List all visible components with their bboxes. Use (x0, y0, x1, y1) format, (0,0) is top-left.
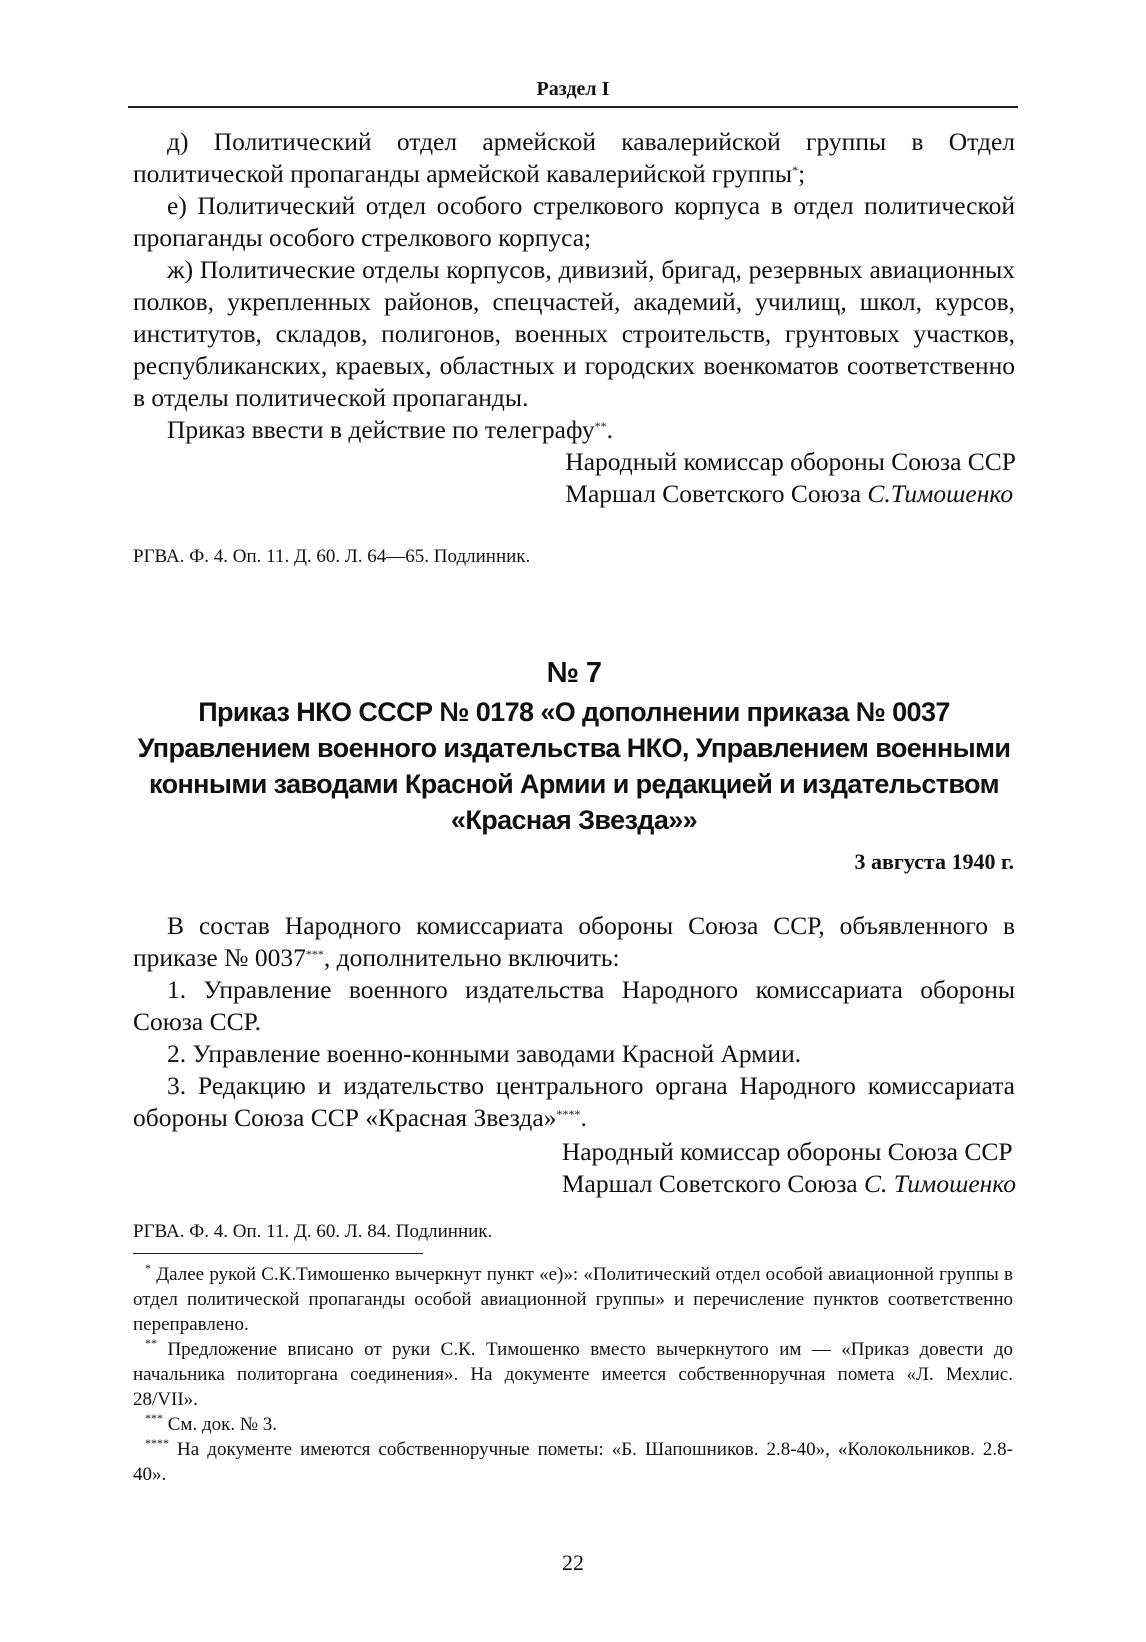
paragraph-order-telegraph (133, 414, 1015, 446)
signature-title: Народный комиссар обороны Союза ССР (565, 447, 1016, 476)
footnote-4 (133, 1437, 1013, 1487)
order-item-3-end: . (580, 1103, 587, 1132)
footnote-ref-4: **** (556, 1107, 581, 1121)
order-item-3-text: 3. Редакцию и издательство центрального органа Народного комиссариата обороны Союза ССР «Красная Звезда» (133, 1071, 1015, 1132)
signature-name: С.Тимошенко (867, 479, 1014, 508)
order-item-1: 1. Управление военного издательства Народного комиссариата обороны Союза ССР. (133, 975, 1015, 1036)
footnote-marker: *** (145, 1411, 163, 1425)
order-intro-end: , дополнительно включить: (323, 943, 620, 972)
footnote-2 (133, 1337, 1013, 1412)
paragraph-d (133, 126, 1015, 190)
signature-name: С. Тимошенко (863, 1169, 1016, 1198)
footnote-ref-2: ** (594, 419, 607, 433)
paragraph-telegraph-text: Приказ ввести в действие по телеграфу (167, 415, 595, 444)
paragraph-d-end: ; (798, 159, 806, 188)
signature-title: Народный комиссар обороны Союза ССР (561, 1137, 1013, 1166)
paragraph-telegraph-end: . (606, 415, 613, 444)
document-number: № 7 (546, 657, 602, 689)
footnote-text: Предложение вписано от руки С.К. Тимошенко вместо вычеркнутого им — «Приказ довести до начальника политоргана соединения». На документе имеется собственноручная помета «Л. Мехлис. 28/VII». (133, 1339, 1013, 1410)
top-text-block (133, 126, 1015, 446)
header-rule (128, 106, 1018, 108)
signature-rank (565, 478, 1016, 510)
order-text-block (133, 910, 1015, 1134)
signature-rank-text: Маршал Советского Союза (565, 479, 868, 508)
footnote-3 (133, 1412, 1013, 1437)
footnote-text: Далее рукой С.К.Тимошенко вычеркнут пункт «е)»: «Политический отдел особой авиационной группы в отдел политической пропаганды особой авиационной группы» и перечисление пунктов соответственно переправлено. (133, 1264, 1013, 1335)
footnote-text: На документе имеются собственноручные пометы: «Б. Шапошников. 2.8-40», «Колокольников. 2.8-40». (133, 1439, 1013, 1485)
order-item-3 (133, 1070, 1015, 1134)
footnote-ref-1: * (792, 163, 799, 177)
order-intro (133, 910, 1015, 974)
document-title: Приказ НКО СССР № 0178 «О дополнении приказа № 0037 Управлением военного издательства НКО, Управлением военными конными заводами Красной Армии и редакцией и издательством «Красная Звезда»» (137, 697, 1011, 835)
signature-rank (562, 1168, 1016, 1200)
footnote-marker: ** (145, 1336, 157, 1350)
footnote-rule (133, 1253, 423, 1254)
paragraph-zh: ж) Политические отделы корпусов, дивизий, бригад, резервных авиационных полков, укрепленных районов, спецчастей, академий, училищ, школ, курсов, институтов, складов, полигонов, военных строительств, грунтовых участков, республиканских, краевых, областных и городских военкоматов соответственно в отделы политической пропаганды. (133, 255, 1015, 412)
document-date: 3 августа 1940 г. (854, 849, 1014, 874)
archive-source-2: РГВА. Ф. 4. Оп. 11. Д. 60. Л. 84. Подлинник. (133, 1221, 493, 1242)
order-intro-text: В состав Народного комиссариата обороны Союза ССР, объявленного в приказе № 0037 (133, 911, 1015, 972)
signature-block-1 (565, 446, 1016, 510)
footnote-text: См. док. № 3. (163, 1414, 277, 1435)
paragraph-d-text: д) Политический отдел армейской кавалерийской группы в Отдел политической пропаганды армейской кавалерийской группы (133, 127, 1015, 188)
footnote-1 (133, 1262, 1013, 1337)
signature-block-2 (562, 1136, 1016, 1200)
paragraph-e: е) Политический отдел особого стрелкового корпуса в отдел политической пропаганды особого стрелкового корпуса; (133, 191, 1015, 252)
footnote-marker: * (145, 1261, 151, 1275)
footnote-marker: **** (145, 1436, 169, 1450)
page-number: 22 (562, 1550, 584, 1575)
footnote-ref-3: *** (305, 947, 324, 961)
running-header: Раздел I (536, 78, 610, 100)
footnotes (133, 1262, 1013, 1487)
order-item-2: 2. Управление военно-конными заводами Красной Армии. (167, 1039, 802, 1068)
archive-source-1: РГВА. Ф. 4. Оп. 11. Д. 60. Л. 64—65. Подлинник. (133, 546, 531, 567)
signature-rank-text: Маршал Советского Союза (561, 1169, 864, 1198)
